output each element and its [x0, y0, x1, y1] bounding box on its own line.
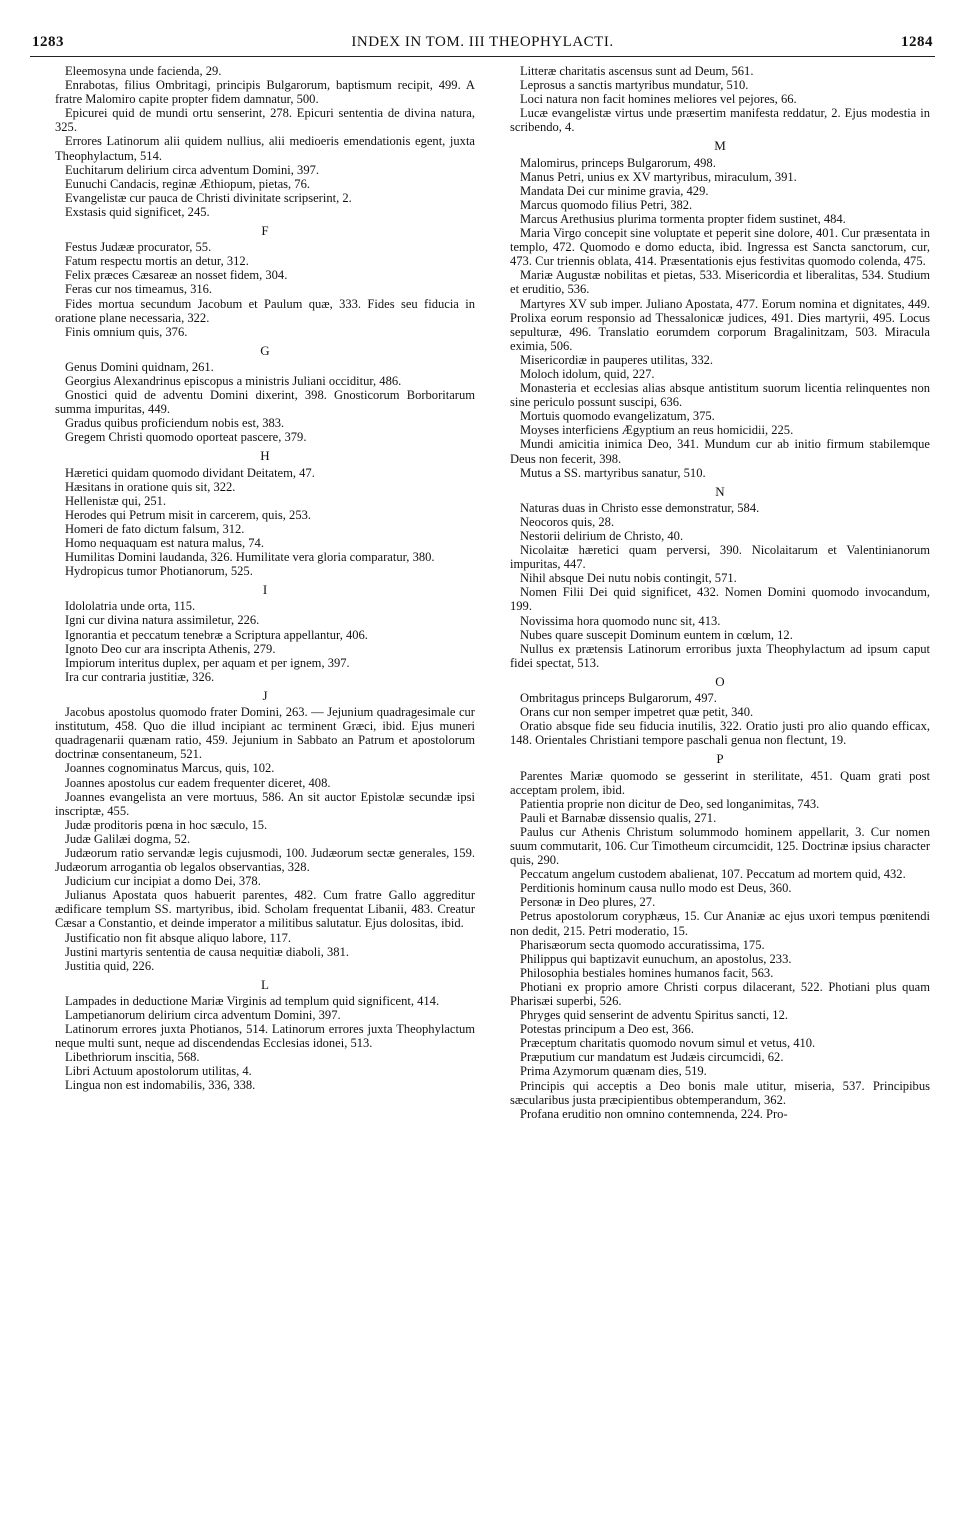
index-entry: Nubes quare suscepit Dominum euntem in cœlum, 12.: [520, 627, 793, 642]
page-number-right: 1284: [901, 34, 933, 50]
index-entry: Judæorum ratio servandæ legis cujusmodi, 100. Judæorum sectæ generales, 159. Judæorum arrogantia ob legalos observantias, 328.: [55, 845, 475, 875]
index-entry: Nestorii delirium de Christo, 40.: [520, 529, 684, 543]
index-entry: Pharisæorum secta quomodo accuratissima, 175.: [520, 937, 765, 952]
index-entry: Ira cur contraria justitiæ, 326.: [65, 669, 215, 684]
index-entry: Hæretici quidam quomodo dividant Deitatem, 47.: [65, 465, 315, 480]
index-entry: Impiorum interitus duplex, per aquam et per ignem, 397.: [65, 655, 350, 670]
index-entry: Monasteria et ecclesias alias absque antistitum suorum licentia relinquentes non sine periculo possunt suscipi, 636.: [510, 381, 930, 410]
index-entry: Idololatria unde orta, 115.: [65, 599, 196, 614]
index-entry: Feras cur nos timeamus, 316.: [65, 282, 213, 297]
index-entry: Philosophia bestiales homines humanos facit, 563.: [520, 965, 774, 980]
right-column: [510, 64, 930, 1121]
index-entry: Herodes qui Petrum misit in carcerem, quis, 253.: [65, 507, 312, 522]
index-entry: Malomirus, princeps Bulgarorum, 498.: [520, 155, 716, 170]
index-entry: Hellenistæ qui, 251.: [65, 493, 167, 508]
index-entry: Igni cur divina natura assimiletur, 226.: [65, 613, 260, 628]
index-entry: Genus Domini quidnam, 261.: [65, 359, 214, 374]
index-entry: Philippus qui baptizavit eunuchum, an apostolus, 233.: [520, 951, 792, 966]
section-letter: O: [715, 673, 725, 689]
index-entry: Paulus cur Athenis Christum solummodo hominem appellarit, 3. Cur nomen suum commutarit, 106. Cur Timotheum circumcidit, 125. Doctrinæ ipsius character quis, 290.: [510, 824, 930, 868]
index-entry: Moyses interficiens Ægyptium an reus homicidii, 225.: [520, 423, 794, 438]
index-entry: Præputium cur mandatum est Judæis circumcidi, 62.: [520, 1050, 784, 1065]
index-entry: Ombritagus princeps Bulgarorum, 497.: [520, 691, 717, 706]
index-page: [30, 30, 935, 1520]
section-letter: F: [261, 223, 269, 239]
index-entry: Mandata Dei cur minime gravia, 429.: [520, 183, 709, 198]
index-entry: Orans cur non semper impetret quæ petit, 340.: [520, 705, 754, 720]
index-entry: Potestas principum a Deo est, 366.: [520, 1022, 694, 1037]
index-entry: Joannes apostolus cur eadem frequenter diceret, 408.: [65, 775, 331, 790]
index-entry: Nihil absque Dei nutu nobis contingit, 571.: [520, 571, 737, 586]
index-entry: Justini martyris sententia de causa nequitiæ diaboli, 381.: [65, 944, 349, 959]
index-entry: Epicurei quid de mundi ortu senserint, 278. Epicuri sententia de divina natura, 325.: [55, 106, 475, 135]
index-entry: Ignorantia et peccatum tenebræ a Scriptura appellantur, 406.: [65, 627, 368, 642]
index-entry: Judicium cur incipiat a domo Dei, 378.: [65, 874, 261, 889]
index-entry: Prima Azymorum quænam dies, 519.: [520, 1064, 707, 1079]
index-entry: Lampetianorum delirium circa adventum Domini, 397.: [65, 1008, 341, 1022]
index-entry: Enrabotas, filius Ombritagi, principis Bulgarorum, baptismum recipit, 499. A fratre Malomiro capite propter fidem damnatur, 500.: [55, 78, 475, 107]
index-entry: Julianus Apostata quos habuerit parentes, 482. Cum fratre Gallo aggreditur ædificare templum SS. martyribus, ibid. Scholam frequentat Libanii, 483. Creatur Cæsar a Constantio, et deinde imperator a militibus salutatur. Ejus dolositas, ibid.: [55, 888, 475, 931]
index-entry: Mundi amicitia inimica Deo, 341. Mundum cur ab initio firmum stabilemque Deus non fecerit, 398.: [510, 437, 930, 466]
index-entry: Lucæ evangelistæ virtus unde præsertim manifesta reddatur, 2. Ejus modestia in scribendo, 4.: [510, 106, 930, 135]
section-letter: N: [715, 483, 725, 499]
index-entry: Loci natura non facit homines meliores vel pejores, 66.: [520, 92, 797, 107]
index-entry: Patientia proprie non dicitur de Deo, sed longanimitas, 743.: [520, 796, 820, 811]
index-entry: Martyres XV sub imper. Juliano Apostata, 477. Eorum nomina et dignitates, 449. Prolixa eorum responsio ad Thessalonicæ judices, 491. Dies martyrii, 495. Locus sepulturæ, 496. Translatio eorumdem corporum Bragalinitzam, 503. Miracula eximia, 506.: [510, 296, 930, 353]
index-entry: Præceptum charitatis quomodo novum simul et vetus, 410.: [520, 1036, 816, 1051]
index-entry: Fatum respectu mortis an detur, 312.: [65, 254, 249, 269]
index-entry: Mariæ Augustæ nobilitas et pietas, 533. Misericordia et liberalitas, 534. Studium et eruditio, 536.: [510, 268, 930, 297]
index-entry: Leprosus a sanctis martyribus mundatur, 510.: [520, 78, 749, 93]
index-entry: Finis omnium quis, 376.: [65, 324, 188, 339]
index-entry: Felix præces Cæsareæ an nosset fidem, 304.: [65, 268, 288, 283]
index-entry: Marcus Arethusius plurima tormenta propter fidem sustinet, 484.: [520, 211, 846, 226]
index-entry: Hydropicus tumor Photianorum, 525.: [65, 564, 253, 579]
index-entry: Perditionis hominum causa nullo modo est Deus, 360.: [520, 881, 792, 896]
index-entry: Novissima hora quomodo nunc sit, 413.: [520, 613, 721, 628]
index-entry: Festus Judææ procurator, 55.: [65, 240, 212, 255]
index-entry: Fides mortua secundum Jacobum et Paulum quæ, 333. Fides seu fiducia in oratione plane necessaria, 322.: [55, 296, 475, 325]
index-entry: Principis qui acceptis a Deo bonis male utitur, miseria, 537. Principibus sæcularibus justa præcipientibus obtemperandum, 362.: [510, 1078, 930, 1107]
index-entry: Maria Virgo concepit sine voluptate et peperit sine dolore, 401. Cur præsentata in templo, 472. Quomodo e domo educta, ibid. Ingressa est Sancta sanctorum, cur, 473. Cur triennis oblata, 414. Præsentationis ejus festivitas quomodo colenda, 475.: [510, 226, 930, 269]
index-entry: Georgius Alexandrinus episcopus a ministris Juliani occiditur, 486.: [65, 373, 402, 388]
section-letter: P: [716, 751, 724, 767]
index-entry: Parentes Mariæ quomodo se gesserint in sterilitate, 451. Quam grati post acceptam prolem, ibid.: [510, 768, 930, 797]
page-header: [30, 30, 935, 57]
section-letter: I: [262, 582, 268, 598]
index-entry: Ignoto Deo cur ara inscripta Athenis, 279.: [65, 641, 276, 656]
index-entry: Nullus ex prætensis Latinorum erroribus juxta Theophylactum ad ipsum caput fidei spectat, 513.: [510, 641, 930, 670]
index-entry: Joannes cognominatus Marcus, quis, 102.: [65, 761, 275, 776]
index-entry: Judæ Galilæi dogma, 52.: [65, 831, 191, 846]
index-entry: Eunuchi Candacis, reginæ Æthiopum, pietas, 76.: [65, 176, 310, 191]
index-entry: Errores Latinorum alii quidem nullius, alii medioeris emendationis egent, juxta Theophylactum, 514.: [55, 134, 475, 163]
index-entry: Naturas duas in Christo esse demonstratur, 584.: [520, 500, 760, 515]
index-entry: Marcus quomodo filius Petri, 382.: [520, 197, 693, 212]
index-entry: Gregem Christi quomodo oporteat pascere, 379.: [65, 430, 307, 445]
running-title: INDEX IN TOM. III THEOPHYLACTI.: [351, 34, 614, 50]
index-entry: Gradus quibus proficiendum nobis est, 383.: [65, 416, 285, 431]
index-entry: Peccatum angelum custodem abalienat, 107. Peccatum ad mortem quid, 432.: [520, 867, 906, 882]
index-entry: Hæsitans in oratione quis sit, 322.: [65, 479, 236, 494]
index-entry: Justificatio non fit absque aliquo labore, 117.: [65, 930, 292, 945]
index-entry: Petrus apostolorum coryphæus, 15. Cur Ananiæ ac ejus uxori tempus pœnitendi non dedit, 215. Petri moderatio, 15.: [510, 909, 930, 938]
index-entry: Jacobus apostolus quomodo frater Domini, 263. — Jejunium quadragesimale cur institutum, 458. Quo die illud incipiant ac terminent Græci, ibid. Ejus muneri quadragenarii quænam ratio, 459. Jejunium in Sabbato an Patrum et apostolorum doctrinæ consentaneum, 521.: [55, 705, 475, 762]
index-entry: Misericordiæ in pauperes utilitas, 332.: [520, 352, 714, 367]
index-entry: Manus Petri, unius ex XV martyribus, miraculum, 391.: [520, 169, 797, 184]
index-entry: Latinorum errores juxta Photianos, 514. Latinorum errores juxta Theophylactum neque multi sunt, neque ad discendendas Ecclesias idonei, 513.: [55, 1022, 475, 1051]
page-number-left: 1283: [32, 34, 64, 50]
index-entry: Libethriorum inscitia, 568.: [65, 1050, 200, 1065]
index-entry: Neocoros quis, 28.: [520, 514, 615, 529]
index-entry: Gnostici quid de adventu Domini dixerint, 398. Gnosticorum Borboritarum summa impuritas, 449.: [55, 388, 475, 417]
index-entry: Mutus a SS. martyribus sanatur, 510.: [520, 465, 706, 480]
index-entry: Lampades in deductione Mariæ Virginis ad templum quid significent, 414.: [65, 993, 440, 1008]
index-entry: Photiani ex proprio amore Christi corpus dilacerant, 522. Photiani plus quam Pharisæi superbi, 526.: [510, 979, 930, 1008]
index-entry: Profana eruditio non omnino contemnenda, 224. Pro-: [520, 1106, 788, 1121]
index-entry: Joannes evangelista an vere mortuus, 586. An sit auctor Epistolæ secundæ ipsi inscriptæ, 455.: [55, 789, 475, 818]
index-columns: [30, 64, 935, 1520]
index-entry: Nomen Filii Dei quid significet, 432. Nomen Domini quomodo invocandum, 199.: [510, 585, 930, 614]
section-letter: G: [260, 342, 270, 358]
index-entry: Euchitarum delirium circa adventum Domini, 397.: [65, 162, 320, 177]
index-entry: Mortuis quomodo evangelizatum, 375.: [520, 409, 715, 424]
section-letter: L: [261, 976, 269, 992]
section-letter: J: [262, 687, 268, 703]
index-entry: Humilitas Domini laudanda, 326. Humilitate vera gloria comparatur, 380.: [65, 550, 435, 565]
index-entry: Litteræ charitatis ascensus sunt ad Deum, 561.: [520, 64, 754, 78]
index-entry: Judæ proditoris pœna in hoc sæculo, 15.: [65, 817, 268, 832]
index-entry: Exstasis quid significet, 245.: [65, 204, 210, 219]
section-letter: M: [714, 138, 726, 154]
index-entry: Personæ in Deo plures, 27.: [520, 895, 656, 910]
index-entry: Homeri de fato dictum falsum, 312.: [65, 521, 245, 536]
index-entry: Evangelistæ cur pauca de Christi divinitate scripserint, 2.: [65, 190, 352, 205]
index-entry: Moloch idolum, quid, 227.: [520, 366, 655, 381]
index-entry: Libri Actuum apostolorum utilitas, 4.: [65, 1064, 252, 1079]
index-entry: Oratio absque fide seu fiducia inutilis, 322. Oratio justi pro alio quando efficax, 148. Orientales Christiani tempore paschali genua non flectunt, 19.: [510, 719, 930, 748]
index-entry: Lingua non est indomabilis, 336, 338.: [65, 1078, 256, 1093]
index-entry: Phryges quid senserint de adventu Spiritus sancti, 12.: [520, 1008, 788, 1023]
index-entry: Nicolaitæ hæretici quam perversi, 390. Nicolaitarum et Valentinianorum impuritas, 447.: [510, 543, 930, 572]
left-column: [55, 64, 475, 1093]
index-entry: Homo nequaquam est natura malus, 74.: [65, 536, 264, 550]
index-entry: Pauli et Barnabæ dissensio qualis, 271.: [520, 810, 717, 825]
index-entry: Eleemosyna unde facienda, 29.: [65, 64, 222, 78]
index-entry: Justitia quid, 226.: [65, 958, 155, 973]
section-letter: H: [260, 448, 270, 464]
